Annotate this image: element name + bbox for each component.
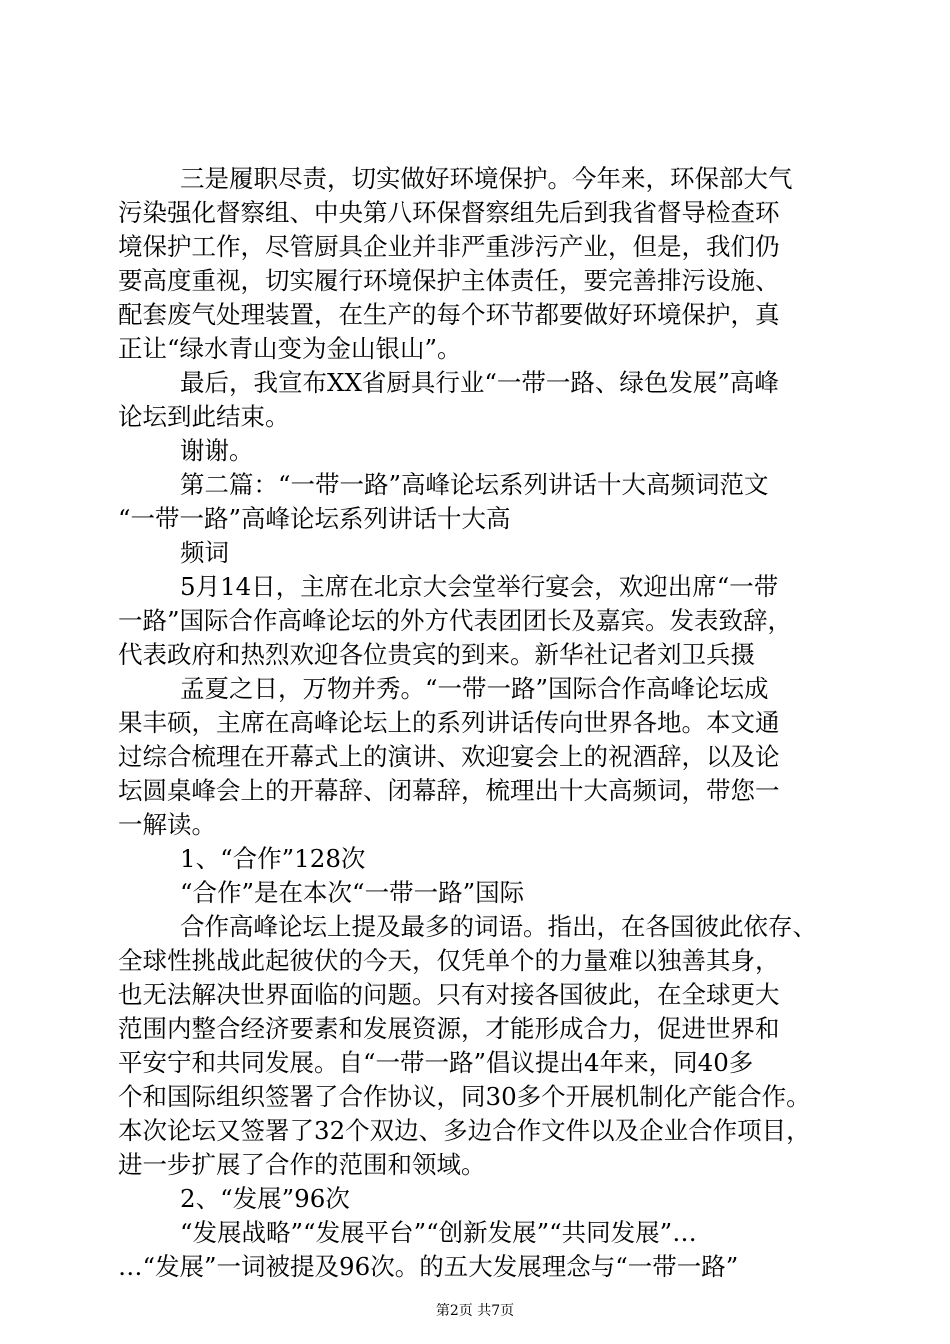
text-line: 果丰硕，主席在高峰论坛上的系列讲话传向世界各地。本文通 bbox=[118, 708, 780, 737]
section-heading: 第二篇：“一带一路”高峰论坛系列讲话十大高频词范文 bbox=[180, 470, 769, 499]
text-line: 境保护工作，尽管厨具企业并非严重涉污产业，但是，我们仍 bbox=[118, 232, 780, 261]
list-heading: 1、“合作”128次 bbox=[180, 844, 366, 873]
text-line: 合作高峰论坛上提及最多的词语。指出，在各国彼此依存、 bbox=[180, 912, 817, 941]
text-line: 频词 bbox=[180, 538, 229, 567]
text-line: “合作”是在本次“一带一路”国际 bbox=[180, 878, 525, 907]
text-line: 论坛到此结束。 bbox=[118, 402, 290, 431]
text-line: 个和国际组织签署了合作协议，同30多个开展机制化产能合作。 bbox=[118, 1082, 811, 1111]
text-line: 全球性挑战此起彼伏的今天，仅凭单个的力量难以独善其身， bbox=[118, 946, 780, 975]
text-line: 5月14日，主席在北京大会堂举行宴会，欢迎出席“一带 bbox=[180, 572, 779, 601]
text-line: “发展战略”“发展平台”“创新发展”“共同发展”… bbox=[180, 1218, 697, 1247]
text-line: 一解读。 bbox=[118, 810, 216, 839]
text-line: 正让“绿水青山变为金山银山”。 bbox=[118, 334, 462, 363]
text-line: 范围内整合经济要素和发展资源，才能形成合力，促进世界和 bbox=[118, 1014, 780, 1043]
text-line: 代表政府和热烈欢迎各位贵宾的到来。新华社记者刘卫兵摄 bbox=[118, 640, 755, 669]
text-line: 孟夏之日，万物并秀。“一带一路”国际合作高峰论坛成 bbox=[180, 674, 769, 703]
text-line: 配套废气处理装置，在生产的每个环节都要做好环境保护，真 bbox=[118, 300, 780, 329]
text-line: 过综合梳理在开幕式上的演讲、欢迎宴会上的祝酒辞，以及论 bbox=[118, 742, 780, 771]
text-line: 坛圆桌峰会上的开幕辞、闭幕辞，梳理出十大高频词，带您一 bbox=[118, 776, 780, 805]
text-line: 本次论坛又签署了32个双边、多边合作文件以及企业合作项目， bbox=[118, 1116, 811, 1145]
page-footer: 第2页 共7页 bbox=[435, 1303, 515, 1319]
text-line: 平安宁和共同发展。自“一带一路”倡议提出4年来，同40多 bbox=[118, 1048, 754, 1077]
text-line: 要高度重视，切实履行环境保护主体责任，要完善排污设施、 bbox=[118, 266, 780, 295]
text-line: 也无法解决世界面临的问题。只有对接各国彼此，在全球更大 bbox=[118, 980, 780, 1009]
list-heading: 2、“发展”96次 bbox=[180, 1184, 350, 1213]
text-line: 一路”国际合作高峰论坛的外方代表团团长及嘉宾。发表致辞， bbox=[118, 606, 793, 635]
text-line: “一带一路”高峰论坛系列讲话十大高 bbox=[118, 504, 511, 533]
text-line: 三是履职尽责，切实做好环境保护。今年来，环保部大气 bbox=[180, 164, 793, 193]
text-line: …“发展”一词被提及96次。的五大发展理念与“一带一路” bbox=[118, 1252, 739, 1281]
text-line: 最后，我宣布XX省厨具行业“一带一路、绿色发展”高峰 bbox=[180, 368, 779, 397]
text-line: 谢谢。 bbox=[180, 436, 254, 465]
text-line: 进一步扩展了合作的范围和领域。 bbox=[118, 1150, 486, 1179]
text-line: 污染强化督察组、中央第八环保督察组先后到我省督导检查环 bbox=[118, 198, 780, 227]
